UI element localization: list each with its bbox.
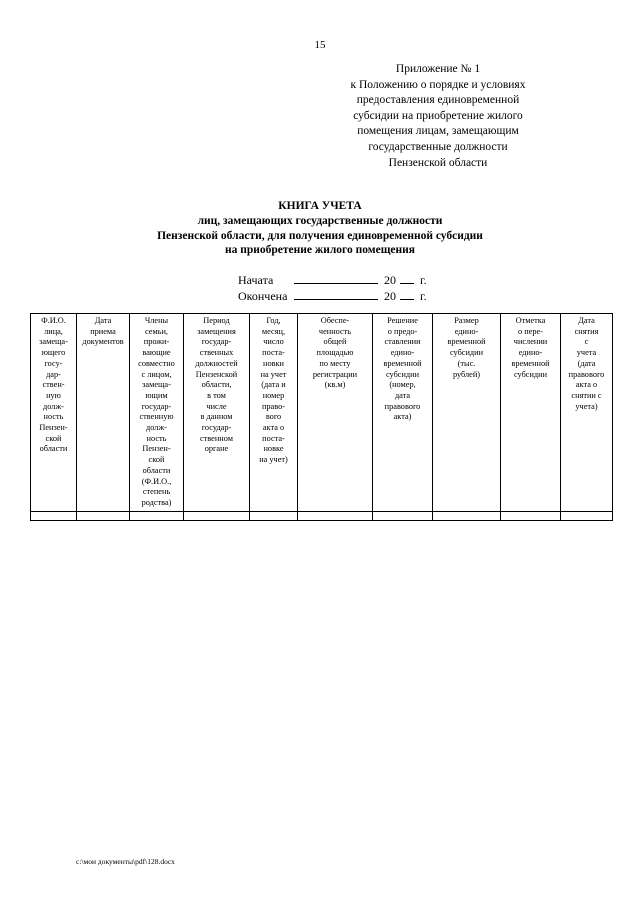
- column-header-line: долж-: [146, 423, 167, 433]
- column-header-line: субсидии: [449, 348, 484, 358]
- empty-cell: [561, 511, 613, 520]
- document-title: [0, 199, 640, 258]
- column-header-line: поста-: [262, 433, 285, 443]
- column-header-line: замещения: [197, 326, 236, 336]
- column-header-8: [433, 314, 501, 512]
- appendix-line: государственные должности: [368, 140, 508, 153]
- column-header-line: новке: [263, 444, 284, 454]
- column-header-line: Члены: [144, 316, 169, 325]
- column-header-line: государ-: [141, 401, 172, 411]
- column-header-line: лица,: [44, 326, 63, 336]
- start-date-row: [238, 272, 427, 288]
- empty-cell: [433, 511, 501, 520]
- column-header-line: субсидии: [513, 369, 548, 379]
- title-line: на приобретение жилого помещения: [225, 244, 415, 257]
- page-number: 15: [314, 39, 326, 51]
- column-header-9: [501, 314, 561, 512]
- column-header-line: на учет): [259, 455, 288, 465]
- column-header-line: (номер,: [389, 380, 416, 390]
- end-year-blank: [400, 288, 414, 300]
- column-header-line: ность: [146, 433, 167, 443]
- column-header-line: семьи,: [144, 326, 168, 336]
- column-header-line: Отметка: [515, 316, 546, 325]
- title-line: лиц, замещающих государственные должности: [197, 214, 443, 227]
- end-year-suffix: г.: [420, 289, 427, 303]
- column-header-line: временной: [383, 358, 422, 368]
- column-header-line: ской: [148, 455, 165, 465]
- column-header-line: ющего: [41, 348, 66, 358]
- column-header-line: на учет: [260, 369, 287, 379]
- column-header-line: числении: [513, 337, 548, 347]
- column-header-line: временной: [447, 337, 486, 347]
- column-header-line: (кв.м): [324, 380, 346, 390]
- column-header-line: Пензенской: [195, 369, 238, 379]
- column-header-line: государ-: [201, 423, 232, 433]
- column-header-line: Ф.И.О.: [41, 316, 66, 325]
- column-header-line: приема: [90, 326, 116, 336]
- appendix-line: помещения лицам, замещающим: [357, 125, 519, 138]
- column-header-line: ность: [43, 412, 64, 422]
- column-header-line: с: [584, 337, 589, 347]
- column-header-line: прожи-: [143, 337, 170, 347]
- column-header-line: рублей): [452, 369, 481, 379]
- column-header-5: [250, 314, 298, 512]
- column-header-7: [373, 314, 433, 512]
- column-header-3: [130, 314, 184, 512]
- column-header-1: [31, 314, 77, 512]
- column-header-line: едино-: [390, 348, 415, 358]
- column-header-line: вого: [265, 412, 282, 422]
- column-header-line: (тыс.: [457, 358, 476, 368]
- column-header-line: совместно: [138, 358, 175, 368]
- column-header-line: замеща-: [39, 337, 68, 347]
- column-header-line: ственном: [200, 433, 233, 443]
- end-date-blank: [294, 288, 378, 300]
- start-year-blank: [400, 272, 414, 284]
- column-header-line: Период: [203, 316, 230, 325]
- title-line: Пензенской области, для получения единовременной субсидии: [157, 229, 483, 242]
- column-header-line: снятия: [574, 326, 599, 336]
- empty-cell: [184, 511, 250, 520]
- column-header-10: [561, 314, 613, 512]
- empty-cell: [373, 511, 433, 520]
- column-header-line: общей: [323, 337, 347, 347]
- column-header-line: субсидии: [385, 369, 420, 379]
- ledger-table: [30, 313, 613, 521]
- column-header-line: акта о: [575, 380, 598, 390]
- column-header-line: ской: [45, 433, 62, 443]
- column-header-line: долж-: [43, 401, 64, 411]
- footer-file-path: c:\мои документы\pdf\128.docx: [76, 857, 175, 866]
- column-header-line: Дата: [94, 316, 112, 325]
- column-header-line: едино-: [454, 326, 479, 336]
- column-header-line: ющим: [145, 390, 168, 400]
- column-header-line: снятии с: [571, 390, 602, 400]
- column-header-line: по месту: [319, 358, 351, 368]
- column-header-line: Дата: [578, 316, 595, 325]
- start-year-prefix: 20: [384, 273, 396, 287]
- column-header-line: учета: [576, 348, 597, 358]
- end-date-row: [238, 288, 427, 304]
- empty-cell: [77, 511, 130, 520]
- column-header-line: ченность: [318, 326, 352, 336]
- column-header-line: области,: [201, 380, 232, 390]
- column-header-line: области: [39, 444, 68, 454]
- column-header-line: замеща-: [142, 380, 171, 390]
- column-header-line: месяц,: [261, 326, 286, 336]
- column-header-line: в том: [207, 390, 226, 400]
- column-header-line: с лицом,: [141, 369, 172, 379]
- column-header-line: Решение: [387, 316, 418, 325]
- ledger-header-row: [31, 314, 613, 512]
- empty-cell: [501, 511, 561, 520]
- column-header-line: родства): [141, 497, 172, 507]
- column-header-line: акта): [393, 412, 412, 422]
- column-header-line: в данном: [200, 412, 233, 422]
- column-header-line: площадью: [316, 348, 354, 358]
- empty-cell: [31, 511, 77, 520]
- column-header-line: государ-: [201, 337, 232, 347]
- column-header-line: поста-: [262, 348, 285, 358]
- column-header-line: Обеспе-: [320, 316, 350, 325]
- column-header-line: органе: [204, 444, 229, 454]
- empty-cell: [250, 511, 298, 520]
- column-header-line: правового: [568, 369, 605, 379]
- column-header-line: новки: [263, 358, 284, 368]
- start-date-blank: [294, 272, 378, 284]
- column-header-line: учета): [575, 401, 598, 411]
- column-header-line: число: [263, 337, 284, 347]
- column-header-line: Год,: [266, 316, 281, 325]
- column-header-line: право-: [261, 401, 286, 411]
- column-header-4: [184, 314, 250, 512]
- title-line: КНИГА УЧЕТА: [278, 200, 362, 212]
- column-header-6: [298, 314, 373, 512]
- column-header-line: ную: [46, 390, 61, 400]
- column-header-2: [77, 314, 130, 512]
- column-header-line: временной: [511, 358, 550, 368]
- appendix-line: Пензенской области: [388, 156, 488, 169]
- column-header-line: дар-: [46, 369, 61, 379]
- end-year-prefix: 20: [384, 289, 396, 303]
- column-header-line: акта о: [262, 423, 285, 433]
- column-header-line: дата: [394, 390, 411, 400]
- column-header-line: Пензен-: [142, 444, 171, 454]
- ledger-dates: [238, 272, 427, 304]
- appendix-line: субсидии на приобретение жилого: [353, 109, 523, 122]
- start-year-suffix: г.: [420, 273, 427, 287]
- column-header-line: Пензен-: [39, 423, 68, 433]
- column-header-line: (Ф.И.О.,: [141, 476, 172, 486]
- column-header-line: документов: [82, 337, 124, 347]
- empty-cell: [130, 511, 184, 520]
- column-header-line: числе: [206, 401, 227, 411]
- column-header-line: степень: [142, 487, 171, 497]
- empty-cell: [298, 511, 373, 520]
- appendix-line: предоставления единовременной: [356, 94, 520, 107]
- column-header-line: должностей: [195, 358, 238, 368]
- column-header-line: Размер: [454, 316, 479, 325]
- column-header-line: номер: [262, 390, 285, 400]
- column-header-line: едино-: [518, 348, 543, 358]
- appendix-heading: [320, 62, 556, 171]
- appendix-line: Приложение № 1: [395, 63, 481, 75]
- start-date-label: Начата: [238, 273, 274, 287]
- column-header-line: о пере-: [518, 326, 543, 336]
- column-header-line: о предо-: [387, 326, 418, 336]
- column-header-line: правового: [384, 401, 421, 411]
- column-header-line: ственную: [139, 412, 174, 422]
- appendix-line: к Положению о порядке и условиях: [350, 78, 526, 91]
- column-header-line: ставлении: [384, 337, 421, 347]
- column-header-line: (дата и: [261, 380, 286, 390]
- ledger-empty-row: [31, 511, 613, 520]
- column-header-line: вающие: [142, 348, 171, 358]
- column-header-line: госу-: [44, 358, 63, 368]
- column-header-line: области: [142, 465, 171, 475]
- column-header-line: (дата: [577, 358, 596, 368]
- column-header-line: ственных: [199, 348, 234, 358]
- column-header-line: ствен-: [42, 380, 65, 390]
- column-header-line: регистрации: [312, 369, 358, 379]
- end-date-label: Окончена: [238, 289, 288, 303]
